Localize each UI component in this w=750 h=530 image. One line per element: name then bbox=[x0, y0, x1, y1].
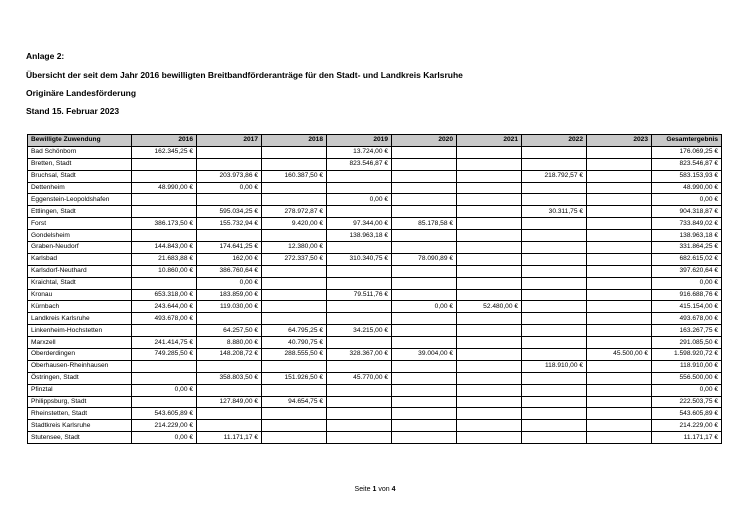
amount-cell: 823.546,87 € bbox=[652, 158, 722, 170]
amount-cell: 10.860,00 € bbox=[132, 265, 197, 277]
amount-cell: 144.843,00 € bbox=[132, 242, 197, 254]
amount-cell bbox=[392, 206, 457, 218]
amount-cell bbox=[457, 206, 522, 218]
amount-cell bbox=[457, 182, 522, 194]
amount-cell bbox=[457, 242, 522, 254]
amount-cell bbox=[522, 253, 587, 265]
amount-cell bbox=[457, 372, 522, 384]
amount-cell bbox=[327, 420, 392, 432]
municipality-name: Stutensee, Stadt bbox=[28, 432, 132, 444]
amount-cell: 94.654,75 € bbox=[262, 396, 327, 408]
amount-cell: 12.380,00 € bbox=[262, 242, 327, 254]
municipality-name: Landkreis Karlsruhe bbox=[28, 313, 132, 325]
amount-cell bbox=[392, 372, 457, 384]
amount-cell: 595.034,25 € bbox=[197, 206, 262, 218]
amount-cell bbox=[262, 301, 327, 313]
amount-cell bbox=[457, 408, 522, 420]
amount-cell: 278.972,87 € bbox=[262, 206, 327, 218]
amount-cell: 904.318,87 € bbox=[652, 206, 722, 218]
amount-cell: 162.345,25 € bbox=[132, 146, 197, 158]
amount-cell bbox=[327, 360, 392, 372]
amount-cell: 48.990,00 € bbox=[652, 182, 722, 194]
amount-cell bbox=[587, 206, 652, 218]
table-row bbox=[28, 146, 722, 158]
amount-cell bbox=[392, 408, 457, 420]
amount-cell: 0,00 € bbox=[197, 277, 262, 289]
table-row bbox=[28, 408, 722, 420]
amount-cell: 214.229,00 € bbox=[652, 420, 722, 432]
column-header-2016: 2016 bbox=[132, 135, 197, 147]
table-row bbox=[28, 158, 722, 170]
amount-cell bbox=[327, 301, 392, 313]
amount-cell bbox=[587, 372, 652, 384]
amount-cell bbox=[587, 313, 652, 325]
amount-cell bbox=[262, 277, 327, 289]
amount-cell: 162,00 € bbox=[197, 253, 262, 265]
amount-cell: 493.678,00 € bbox=[132, 313, 197, 325]
amount-cell: 203.973,86 € bbox=[197, 170, 262, 182]
amount-cell bbox=[522, 313, 587, 325]
page-separator: von bbox=[378, 486, 390, 493]
amount-cell: 21.683,88 € bbox=[132, 253, 197, 265]
municipality-name: Östringen, Stadt bbox=[28, 372, 132, 384]
amount-cell bbox=[262, 146, 327, 158]
amount-cell bbox=[457, 313, 522, 325]
column-header-2019: 2019 bbox=[327, 135, 392, 147]
amount-cell bbox=[392, 396, 457, 408]
amount-cell bbox=[197, 360, 262, 372]
amount-cell bbox=[587, 265, 652, 277]
amount-cell bbox=[262, 360, 327, 372]
municipality-name: Pfinztal bbox=[28, 384, 132, 396]
amount-cell bbox=[392, 277, 457, 289]
amount-cell bbox=[587, 194, 652, 206]
page-footer bbox=[0, 486, 750, 493]
amount-cell bbox=[587, 337, 652, 349]
amount-cell bbox=[457, 194, 522, 206]
amount-cell bbox=[392, 337, 457, 349]
amount-cell bbox=[132, 325, 197, 337]
amount-cell bbox=[327, 396, 392, 408]
amount-cell: 8.880,00 € bbox=[197, 337, 262, 349]
amount-cell bbox=[262, 420, 327, 432]
amount-cell: 0,00 € bbox=[652, 384, 722, 396]
amount-cell: 733.849,02 € bbox=[652, 218, 722, 230]
municipality-name: Rheinstetten, Stadt bbox=[28, 408, 132, 420]
amount-cell bbox=[522, 337, 587, 349]
amount-cell: 222.503,75 € bbox=[652, 396, 722, 408]
amount-cell: 138.963,18 € bbox=[327, 230, 392, 242]
amount-cell bbox=[392, 242, 457, 254]
amount-cell bbox=[262, 432, 327, 444]
municipality-name: Eggenstein-Leopoldshafen bbox=[28, 194, 132, 206]
amount-cell bbox=[327, 432, 392, 444]
amount-cell: 45.770,00 € bbox=[327, 372, 392, 384]
amount-cell bbox=[262, 182, 327, 194]
amount-cell bbox=[587, 432, 652, 444]
amount-cell: 78.090,89 € bbox=[392, 253, 457, 265]
amount-cell: 328.367,00 € bbox=[327, 349, 392, 361]
amount-cell: 682.615,02 € bbox=[652, 253, 722, 265]
amount-cell bbox=[262, 158, 327, 170]
amount-cell: 749.285,50 € bbox=[132, 349, 197, 361]
table-row bbox=[28, 182, 722, 194]
amount-cell bbox=[132, 372, 197, 384]
column-header-2020: 2020 bbox=[392, 135, 457, 147]
table-row bbox=[28, 372, 722, 384]
amount-cell: 386.760,64 € bbox=[197, 265, 262, 277]
amount-cell: 0,00 € bbox=[392, 301, 457, 313]
amount-cell bbox=[262, 265, 327, 277]
amount-cell bbox=[587, 301, 652, 313]
amount-cell: 0,00 € bbox=[327, 194, 392, 206]
amount-cell: 151.926,50 € bbox=[262, 372, 327, 384]
amount-cell bbox=[457, 265, 522, 277]
amount-cell bbox=[262, 289, 327, 301]
amount-cell bbox=[457, 384, 522, 396]
amount-cell: 823.546,87 € bbox=[327, 158, 392, 170]
table-row bbox=[28, 325, 722, 337]
amount-cell: 218.792,57 € bbox=[522, 170, 587, 182]
table-row bbox=[28, 230, 722, 242]
amount-cell bbox=[262, 408, 327, 420]
amount-cell bbox=[132, 206, 197, 218]
amount-cell bbox=[132, 277, 197, 289]
amount-cell: 397.620,64 € bbox=[652, 265, 722, 277]
amount-cell: 40.790,75 € bbox=[262, 337, 327, 349]
amount-cell bbox=[587, 289, 652, 301]
table-row bbox=[28, 360, 722, 372]
amount-cell bbox=[392, 158, 457, 170]
amount-cell: 148.208,72 € bbox=[197, 349, 262, 361]
amount-cell: 214.229,00 € bbox=[132, 420, 197, 432]
amount-cell bbox=[522, 420, 587, 432]
column-header-2023: 2023 bbox=[587, 135, 652, 147]
table-row bbox=[28, 242, 722, 254]
amount-cell bbox=[392, 194, 457, 206]
amount-cell bbox=[457, 170, 522, 182]
municipality-name: Linkenheim-Hochstetten bbox=[28, 325, 132, 337]
amount-cell: 160.387,50 € bbox=[262, 170, 327, 182]
municipality-name: Philippsburg, Stadt bbox=[28, 396, 132, 408]
amount-cell bbox=[587, 158, 652, 170]
municipality-name: Kürnbach bbox=[28, 301, 132, 313]
amount-cell: 52.480,00 € bbox=[457, 301, 522, 313]
municipality-name: Kraichtal, Stadt bbox=[28, 277, 132, 289]
amount-cell bbox=[197, 230, 262, 242]
amount-cell bbox=[522, 408, 587, 420]
column-header-2021: 2021 bbox=[457, 135, 522, 147]
amount-cell: 79.511,76 € bbox=[327, 289, 392, 301]
amount-cell bbox=[327, 277, 392, 289]
table-row bbox=[28, 384, 722, 396]
amount-cell bbox=[587, 408, 652, 420]
table-row bbox=[28, 265, 722, 277]
amount-cell bbox=[457, 349, 522, 361]
annex-label: Anlage 2: bbox=[26, 51, 65, 61]
amount-cell: 64.795,25 € bbox=[262, 325, 327, 337]
column-header-municipality: Bewilligte Zuwendung bbox=[28, 135, 132, 147]
amount-cell: 583.153,93 € bbox=[652, 170, 722, 182]
amount-cell: 241.414,75 € bbox=[132, 337, 197, 349]
amount-cell bbox=[522, 277, 587, 289]
amount-cell: 48.990,00 € bbox=[132, 182, 197, 194]
amount-cell: 0,00 € bbox=[132, 432, 197, 444]
amount-cell bbox=[457, 253, 522, 265]
table-row bbox=[28, 420, 722, 432]
amount-cell: 155.732,94 € bbox=[197, 218, 262, 230]
amount-cell bbox=[457, 289, 522, 301]
amount-cell bbox=[457, 325, 522, 337]
amount-cell bbox=[457, 146, 522, 158]
table-body bbox=[28, 146, 722, 443]
amount-cell: 176.069,25 € bbox=[652, 146, 722, 158]
amount-cell: 556.500,00 € bbox=[652, 372, 722, 384]
column-header-2018: 2018 bbox=[262, 135, 327, 147]
grants-table bbox=[27, 134, 722, 444]
amount-cell bbox=[587, 230, 652, 242]
amount-cell bbox=[457, 218, 522, 230]
amount-cell: 127.849,00 € bbox=[197, 396, 262, 408]
amount-cell bbox=[587, 146, 652, 158]
amount-cell bbox=[522, 218, 587, 230]
municipality-name: Kronau bbox=[28, 289, 132, 301]
amount-cell bbox=[457, 360, 522, 372]
amount-cell: 0,00 € bbox=[652, 194, 722, 206]
amount-cell bbox=[132, 158, 197, 170]
amount-cell: 543.605,89 € bbox=[132, 408, 197, 420]
municipality-name: Oberhausen-Rheinhausen bbox=[28, 360, 132, 372]
amount-cell bbox=[587, 396, 652, 408]
amount-cell: 163.267,75 € bbox=[652, 325, 722, 337]
amount-cell: 30.311,75 € bbox=[522, 206, 587, 218]
amount-cell: 45.500,00 € bbox=[587, 349, 652, 361]
municipality-name: Marxzell bbox=[28, 337, 132, 349]
table-row bbox=[28, 432, 722, 444]
amount-cell bbox=[392, 265, 457, 277]
amount-cell bbox=[587, 218, 652, 230]
amount-cell bbox=[457, 230, 522, 242]
municipality-name: Bad Schönborn bbox=[28, 146, 132, 158]
amount-cell bbox=[457, 420, 522, 432]
amount-cell bbox=[262, 384, 327, 396]
municipality-name: Forst bbox=[28, 218, 132, 230]
amount-cell: 386.173,50 € bbox=[132, 218, 197, 230]
amount-cell bbox=[327, 182, 392, 194]
column-header-gesamtergebnis: Gesamtergebnis bbox=[652, 135, 722, 147]
amount-cell: 1.598.920,72 € bbox=[652, 349, 722, 361]
amount-cell: 13.724,00 € bbox=[327, 146, 392, 158]
amount-cell bbox=[587, 170, 652, 182]
amount-cell bbox=[457, 432, 522, 444]
table-row bbox=[28, 289, 722, 301]
amount-cell bbox=[457, 277, 522, 289]
municipality-name: Karlsdorf-Neuthard bbox=[28, 265, 132, 277]
amount-cell bbox=[392, 432, 457, 444]
municipality-name: Oberderdingen bbox=[28, 349, 132, 361]
table-row bbox=[28, 170, 722, 182]
amount-cell bbox=[522, 372, 587, 384]
amount-cell bbox=[327, 337, 392, 349]
amount-cell bbox=[522, 325, 587, 337]
table-header-row bbox=[28, 135, 722, 147]
amount-cell bbox=[522, 242, 587, 254]
table-header bbox=[28, 135, 722, 147]
municipality-name: Bretten, Stadt bbox=[28, 158, 132, 170]
amount-cell: 331.864,25 € bbox=[652, 242, 722, 254]
table-row bbox=[28, 206, 722, 218]
amount-cell: 415.154,00 € bbox=[652, 301, 722, 313]
amount-cell bbox=[522, 384, 587, 396]
amount-cell: 183.859,00 € bbox=[197, 289, 262, 301]
amount-cell: 358.803,50 € bbox=[197, 372, 262, 384]
column-header-2022: 2022 bbox=[522, 135, 587, 147]
amount-cell: 64.257,50 € bbox=[197, 325, 262, 337]
amount-cell bbox=[132, 230, 197, 242]
amount-cell bbox=[587, 242, 652, 254]
page-label: Seite bbox=[354, 486, 371, 493]
amount-cell bbox=[327, 242, 392, 254]
column-header-2017: 2017 bbox=[197, 135, 262, 147]
amount-cell: 97.344,00 € bbox=[327, 218, 392, 230]
amount-cell bbox=[587, 325, 652, 337]
amount-cell: 543.605,89 € bbox=[652, 408, 722, 420]
amount-cell bbox=[197, 384, 262, 396]
amount-cell bbox=[327, 384, 392, 396]
municipality-name: Karlsbad bbox=[28, 253, 132, 265]
amount-cell bbox=[132, 396, 197, 408]
amount-cell bbox=[522, 349, 587, 361]
table-row bbox=[28, 277, 722, 289]
amount-cell bbox=[197, 420, 262, 432]
table-row bbox=[28, 194, 722, 206]
amount-cell bbox=[262, 194, 327, 206]
amount-cell bbox=[327, 206, 392, 218]
amount-cell bbox=[132, 194, 197, 206]
amount-cell bbox=[392, 146, 457, 158]
amount-cell: 9.420,00 € bbox=[262, 218, 327, 230]
amount-cell bbox=[457, 396, 522, 408]
amount-cell bbox=[522, 301, 587, 313]
amount-cell: 653.318,00 € bbox=[132, 289, 197, 301]
amount-cell: 272.337,50 € bbox=[262, 253, 327, 265]
amount-cell: 174.641,25 € bbox=[197, 242, 262, 254]
amount-cell bbox=[392, 420, 457, 432]
amount-cell bbox=[587, 277, 652, 289]
amount-cell bbox=[132, 360, 197, 372]
amount-cell bbox=[587, 360, 652, 372]
municipality-name: Stadtkreis Karlsruhe bbox=[28, 420, 132, 432]
amount-cell: 11.171,17 € bbox=[197, 432, 262, 444]
amount-cell bbox=[327, 408, 392, 420]
amount-cell: 243.644,00 € bbox=[132, 301, 197, 313]
amount-cell bbox=[392, 182, 457, 194]
document-subtitle: Originäre Landesförderung bbox=[26, 88, 137, 98]
amount-cell bbox=[392, 313, 457, 325]
amount-cell bbox=[197, 158, 262, 170]
amount-cell: 118.910,00 € bbox=[652, 360, 722, 372]
amount-cell: 916.688,76 € bbox=[652, 289, 722, 301]
amount-cell bbox=[457, 158, 522, 170]
amount-cell: 39.004,00 € bbox=[392, 349, 457, 361]
amount-cell bbox=[327, 313, 392, 325]
amount-cell bbox=[327, 170, 392, 182]
amount-cell: 310.340,75 € bbox=[327, 253, 392, 265]
table-row bbox=[28, 396, 722, 408]
amount-cell: 119.030,00 € bbox=[197, 301, 262, 313]
amount-cell bbox=[587, 182, 652, 194]
municipality-name: Graben-Neudorf bbox=[28, 242, 132, 254]
amount-cell bbox=[262, 313, 327, 325]
amount-cell bbox=[522, 396, 587, 408]
amount-cell bbox=[392, 325, 457, 337]
status-date: Stand 15. Februar 2023 bbox=[26, 106, 120, 116]
amount-cell: 34.215,00 € bbox=[327, 325, 392, 337]
amount-cell bbox=[327, 265, 392, 277]
amount-cell bbox=[522, 289, 587, 301]
amount-cell bbox=[587, 384, 652, 396]
total-page-count: 4 bbox=[391, 486, 396, 493]
amount-cell bbox=[197, 408, 262, 420]
amount-cell bbox=[197, 194, 262, 206]
amount-cell bbox=[522, 146, 587, 158]
amount-cell bbox=[457, 337, 522, 349]
amount-cell: 288.555,50 € bbox=[262, 349, 327, 361]
amount-cell: 11.171,17 € bbox=[652, 432, 722, 444]
amount-cell bbox=[587, 420, 652, 432]
amount-cell bbox=[392, 384, 457, 396]
amount-cell bbox=[392, 360, 457, 372]
amount-cell: 0,00 € bbox=[652, 277, 722, 289]
table-row bbox=[28, 301, 722, 313]
amount-cell bbox=[522, 432, 587, 444]
amount-cell bbox=[392, 170, 457, 182]
amount-cell: 0,00 € bbox=[132, 384, 197, 396]
table-row bbox=[28, 218, 722, 230]
municipality-name: Bruchsal, Stadt bbox=[28, 170, 132, 182]
amount-cell bbox=[587, 253, 652, 265]
amount-cell: 0,00 € bbox=[197, 182, 262, 194]
amount-cell bbox=[392, 289, 457, 301]
document-title: Übersicht der seit dem Jahr 2016 bewilligten Breitbandförderanträge für den Stadt- und Landkreis Karlsruhe bbox=[26, 70, 463, 80]
table-row bbox=[28, 349, 722, 361]
amount-cell: 138.963,18 € bbox=[652, 230, 722, 242]
amount-cell: 493.678,00 € bbox=[652, 313, 722, 325]
current-page-number: 1 bbox=[372, 486, 377, 493]
amount-cell bbox=[522, 230, 587, 242]
municipality-name: Gondelsheim bbox=[28, 230, 132, 242]
amount-cell: 118.910,00 € bbox=[522, 360, 587, 372]
amount-cell bbox=[522, 158, 587, 170]
table-row bbox=[28, 313, 722, 325]
amount-cell bbox=[197, 146, 262, 158]
table-row bbox=[28, 337, 722, 349]
amount-cell bbox=[197, 313, 262, 325]
amount-cell bbox=[522, 182, 587, 194]
amount-cell bbox=[522, 265, 587, 277]
amount-cell: 85.178,58 € bbox=[392, 218, 457, 230]
municipality-name: Dettenheim bbox=[28, 182, 132, 194]
municipality-name: Ettlingen, Stadt bbox=[28, 206, 132, 218]
amount-cell bbox=[132, 170, 197, 182]
amount-cell bbox=[392, 230, 457, 242]
table-row bbox=[28, 253, 722, 265]
amount-cell: 291.085,50 € bbox=[652, 337, 722, 349]
amount-cell bbox=[262, 230, 327, 242]
amount-cell bbox=[522, 194, 587, 206]
